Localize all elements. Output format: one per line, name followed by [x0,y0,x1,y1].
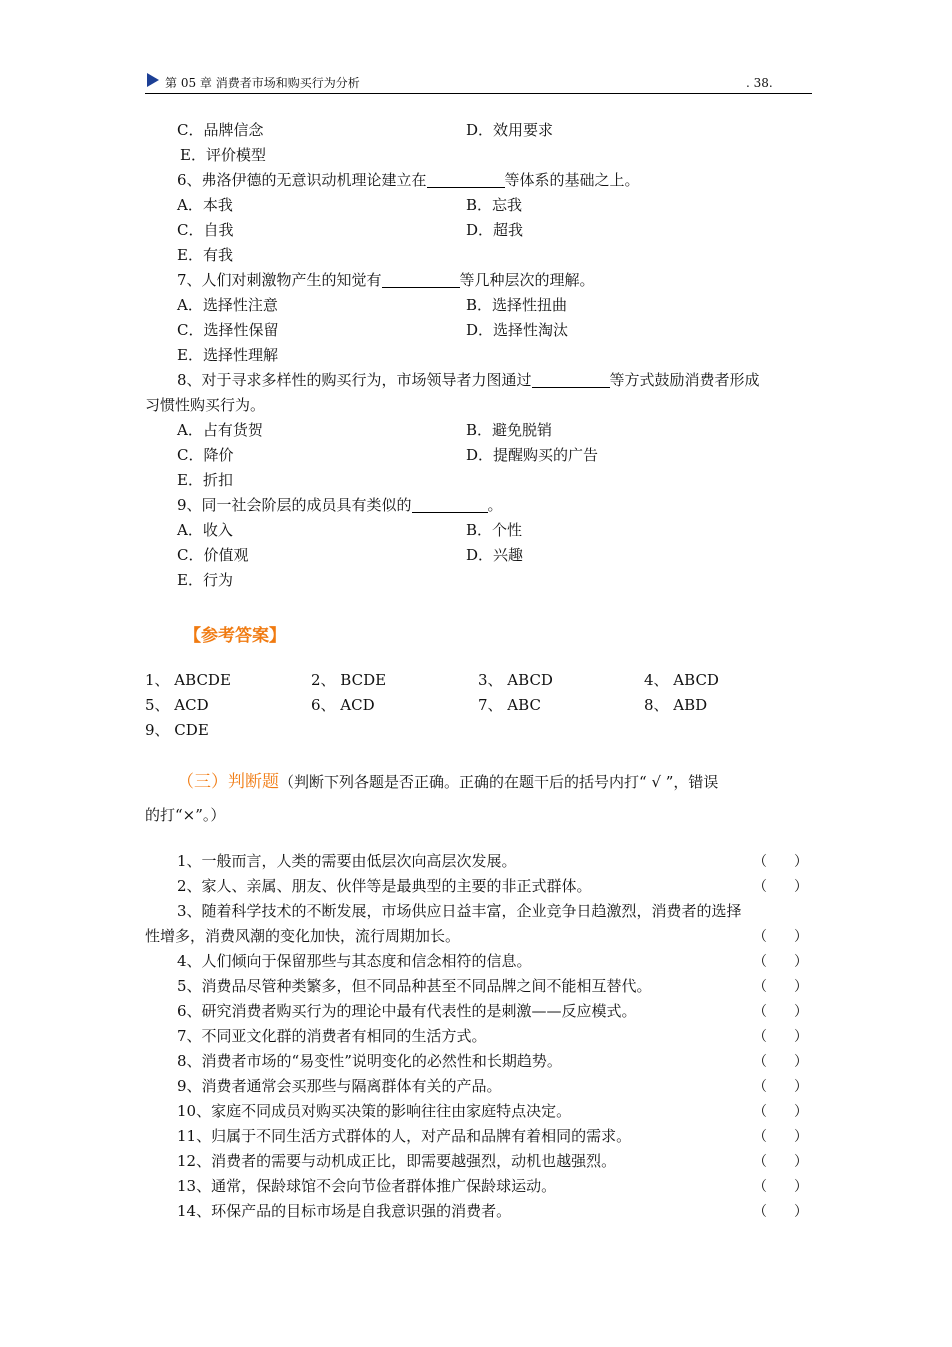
page-number: . 38. [746,76,773,90]
answers-title: 【参考答案】 [184,626,286,646]
answer-bracket-close: ） [794,1129,808,1145]
answer-bracket-close: ） [794,1029,808,1045]
q7-option-a: A．选择性注意 [177,296,278,314]
q9-option-a: A．收入 [177,521,233,539]
judgment-item: 5、消费品尽管种类繁多，但不同品种甚至不同品牌之间不能相互替代。 [177,977,652,995]
header-chapter: 第 05 章 消费者市场和购买行为分析 [165,76,360,90]
answer-item: 2、 BCDE [311,671,387,689]
header-rule [145,93,812,94]
q8-stem: 8、对于寻求多样性的购买行为，市场领导者力图通过 等方式鼓励消费者形成 [177,371,760,389]
answer-item: 4、 ABCD [644,671,719,689]
answer-bracket-close: ） [794,879,808,895]
q6-blank [427,172,505,188]
q7-stem: 7、人们对刺激物产生的知觉有 等几种层次的理解。 [177,271,595,289]
answer-bracket-close: ） [794,954,808,970]
answer-bracket-close: ） [794,1004,808,1020]
judgment-item: 4、人们倾向于保留那些与其态度和信念相符的信息。 [177,952,532,970]
q9-option-c: C．价值观 [177,546,249,564]
judgment-heading: （三）判断题 [177,772,279,792]
q6-option-a: A．本我 [177,196,233,214]
answer-bracket-close: ） [794,854,808,870]
q8-stem-cont: 习惯性购买行为。 [145,396,266,414]
judgment-item: 7、不同亚文化群的消费者有相同的生活方式。 [177,1027,487,1045]
judgment-item: 10、家庭不同成员对购买决策的影响往往由家庭特点决定。 [177,1102,572,1120]
q7-option-b: B．选择性扭曲 [466,296,568,314]
q7-blank [382,272,460,288]
answer-item: 3、 ABCD [478,671,553,689]
q6-option-c: C．自我 [177,221,234,239]
answer-bracket-open: （ [753,1079,767,1095]
q6-option-e: E．有我 [177,246,233,264]
q6-option-b: B．忘我 [466,196,523,214]
q8-blank [532,372,610,388]
answer-item: 7、 ABC [478,696,541,714]
judgment-item: 1、一般而言，人类的需要由低层次向高层次发展。 [177,852,517,870]
answer-bracket-close: ） [794,1054,808,1070]
answer-bracket-open: （ [753,1004,767,1020]
q9-stem: 9、同一社会阶层的成员具有类似的 。 [177,496,503,514]
answer-item: 1、 ABCDE [145,671,231,689]
answer-bracket-open: （ [753,1204,767,1220]
judgment-instruction-cont: 的打“×”。） [145,806,226,824]
judgment-item: 2、家人、亲属、朋友、伙伴等是最典型的主要的非正式群体。 [177,877,592,895]
q8-option-c: C．降价 [177,446,234,464]
q8-option-e: E．折扣 [177,471,233,489]
q9-option-e: E．行为 [177,571,233,589]
answer-bracket-open: （ [753,1104,767,1120]
answer-bracket-open: （ [753,1154,767,1170]
answer-item: 8、 ABD [644,696,708,714]
judgment-item: 9、消费者通常会买那些与隔离群体有关的产品。 [177,1077,502,1095]
answer-bracket-open: （ [753,1054,767,1070]
q7-option-d: D．选择性淘汰 [466,321,569,339]
answer-bracket-open: （ [753,879,767,895]
q6-stem: 6、弗洛伊德的无意识动机理论建立在 等体系的基础之上。 [177,171,640,189]
answer-bracket-open: （ [753,979,767,995]
answer-bracket-open: （ [753,929,767,945]
header-arrow-icon [147,73,159,87]
q7-option-c: C．选择性保留 [177,321,279,339]
answer-bracket-close: ） [794,1154,808,1170]
q8-option-a: A．占有货贺 [177,421,263,439]
answer-item: 6、 ACD [311,696,375,714]
q6-option-d: D．超我 [466,221,524,239]
q8-option-b: B．避免脱销 [466,421,553,439]
q9-option-d: D．兴趣 [466,546,524,564]
answer-bracket-close: ） [794,929,808,945]
answer-item: 9、 CDE [145,721,209,739]
judgment-item-cont: 性增多，消费风潮的变化加快，流行周期加长。 [145,927,461,945]
q7-option-e: E．选择性理解 [177,346,278,364]
judgment-item: 6、研究消费者购买行为的理论中最有代表性的是刺激——反应模式。 [177,1002,637,1020]
answer-bracket-close: ） [794,1204,808,1220]
judgment-item: 14、环保产品的目标市场是自我意识强的消费者。 [177,1202,512,1220]
judgment-instruction: （判断下列各题是否正确。正确的在题干后的括号内打“ √ ”，错误 [279,773,719,791]
judgment-item: 11、归属于不同生活方式群体的人，对产品和品牌有着相同的需求。 [177,1127,632,1145]
answer-bracket-close: ） [794,1079,808,1095]
answer-bracket-open: （ [753,1129,767,1145]
judgment-heading-line [177,771,718,793]
answer-bracket-open: （ [753,954,767,970]
q9-blank [412,497,488,513]
answer-bracket-open: （ [753,854,767,870]
answer-bracket-close: ） [794,979,808,995]
answer-bracket-open: （ [753,1029,767,1045]
judgment-item: 12、消费者的需要与动机成正比，即需要越强烈，动机也越强烈。 [177,1152,617,1170]
judgment-item: 3、随着科学技术的不断发展，市场供应日益丰富，企业竞争日趋激烈，消费者的选择 [177,902,742,920]
answer-bracket-close: ） [794,1179,808,1195]
judgment-item: 8、消费者市场的“易变性”说明变化的必然性和长期趋势。 [177,1052,562,1070]
q5-option-c: C．品牌信念 [177,121,264,139]
q8-option-d: D．提醒购买的广告 [466,446,599,464]
answer-bracket-close: ） [794,1104,808,1120]
q5-option-e: E．评价模型 [180,146,266,164]
q9-option-b: B．个性 [466,521,523,539]
answer-item: 5、 ACD [145,696,209,714]
judgment-item: 13、通常，保龄球馆不会向节俭者群体推广保龄球运动。 [177,1177,557,1195]
answer-bracket-open: （ [753,1179,767,1195]
q5-option-d: D．效用要求 [466,121,554,139]
